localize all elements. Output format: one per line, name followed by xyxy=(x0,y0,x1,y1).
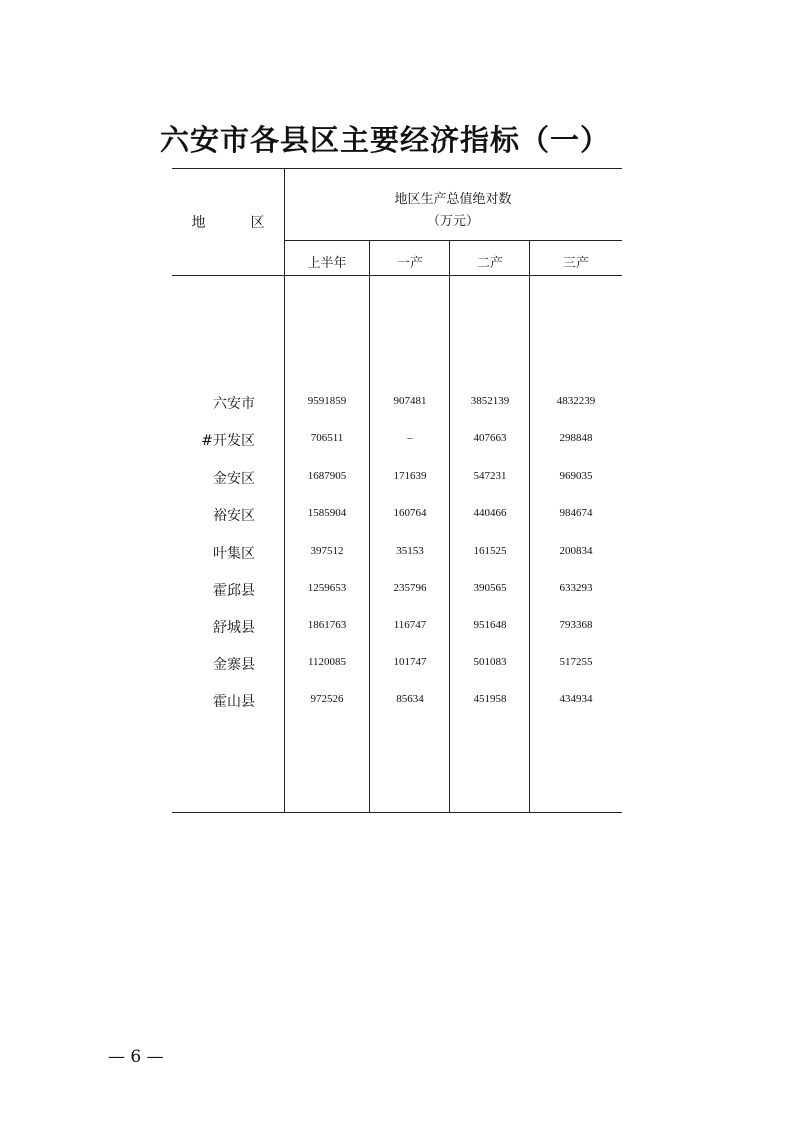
page-title: 六安市各县区主要经济指标（一） xyxy=(159,123,610,157)
header-group-rule xyxy=(284,240,622,241)
column-divider xyxy=(369,240,370,813)
value-half-year: 1687905 xyxy=(307,470,347,482)
value-tertiary: 969035 xyxy=(559,470,593,482)
value-primary: 907481 xyxy=(393,395,427,407)
column-divider xyxy=(449,240,450,813)
value-half-year: 1120085 xyxy=(307,656,347,668)
region-name: 霍山县 xyxy=(213,694,255,710)
column-header-secondary: 二产 xyxy=(476,256,503,271)
region-name: 叶集区 xyxy=(213,546,255,562)
value-primary: 160764 xyxy=(393,507,427,519)
value-secondary: 501083 xyxy=(473,656,507,668)
value-half-year: 972526 xyxy=(310,693,344,705)
gdp-unit-label: （万元） xyxy=(426,214,479,229)
value-half-year: 1861763 xyxy=(307,619,347,631)
value-primary: 85634 xyxy=(396,693,424,705)
value-tertiary: 633293 xyxy=(559,582,593,594)
column-header-tertiary: 三产 xyxy=(562,256,589,271)
value-tertiary: 4832239 xyxy=(556,395,596,407)
value-secondary: 440466 xyxy=(473,507,507,519)
value-secondary: 390565 xyxy=(473,582,507,594)
value-primary: 171639 xyxy=(393,470,427,482)
value-primary: 116747 xyxy=(393,619,427,631)
region-header: 地 区 xyxy=(191,215,277,231)
value-half-year: 9591859 xyxy=(307,395,347,407)
value-half-year: 397512 xyxy=(310,545,344,557)
region-name: 六安市 xyxy=(213,396,255,412)
value-secondary: 3852139 xyxy=(470,395,510,407)
value-secondary: 547231 xyxy=(473,470,507,482)
value-primary: 235796 xyxy=(393,582,427,594)
column-header-primary: 一产 xyxy=(396,256,423,271)
value-tertiary: 793368 xyxy=(559,619,593,631)
column-divider xyxy=(529,240,530,813)
page-number: — 6 — xyxy=(108,1047,164,1067)
value-secondary: 951648 xyxy=(473,619,507,631)
region-name: 霍邱县 xyxy=(213,583,255,599)
region-name: 金安区 xyxy=(213,471,255,487)
value-half-year: 706511 xyxy=(310,432,344,444)
column-header-half-year: 上半年 xyxy=(307,256,347,271)
value-tertiary: 200834 xyxy=(559,545,593,557)
table-top-rule xyxy=(172,168,622,169)
value-secondary: 161525 xyxy=(473,545,507,557)
value-half-year: 1585904 xyxy=(307,507,347,519)
value-tertiary: 517255 xyxy=(559,656,593,668)
region-name: #开发区 xyxy=(201,433,255,449)
value-secondary: 451958 xyxy=(473,693,507,705)
region-name: 金寨县 xyxy=(213,657,255,673)
value-primary: 35153 xyxy=(396,545,424,557)
region-name: 舒城县 xyxy=(213,620,255,636)
value-half-year: 1259653 xyxy=(307,582,347,594)
gdp-group-header: 地区生产总值绝对数 xyxy=(394,192,512,207)
region-name: 裕安区 xyxy=(213,508,255,524)
value-secondary: 407663 xyxy=(473,432,507,444)
header-bottom-rule xyxy=(172,275,622,276)
value-tertiary: 434934 xyxy=(559,693,593,705)
value-primary: – xyxy=(407,432,413,444)
value-tertiary: 984674 xyxy=(559,507,593,519)
table-bottom-rule xyxy=(172,812,622,813)
value-primary: 101747 xyxy=(393,656,427,668)
value-tertiary: 298848 xyxy=(559,432,593,444)
